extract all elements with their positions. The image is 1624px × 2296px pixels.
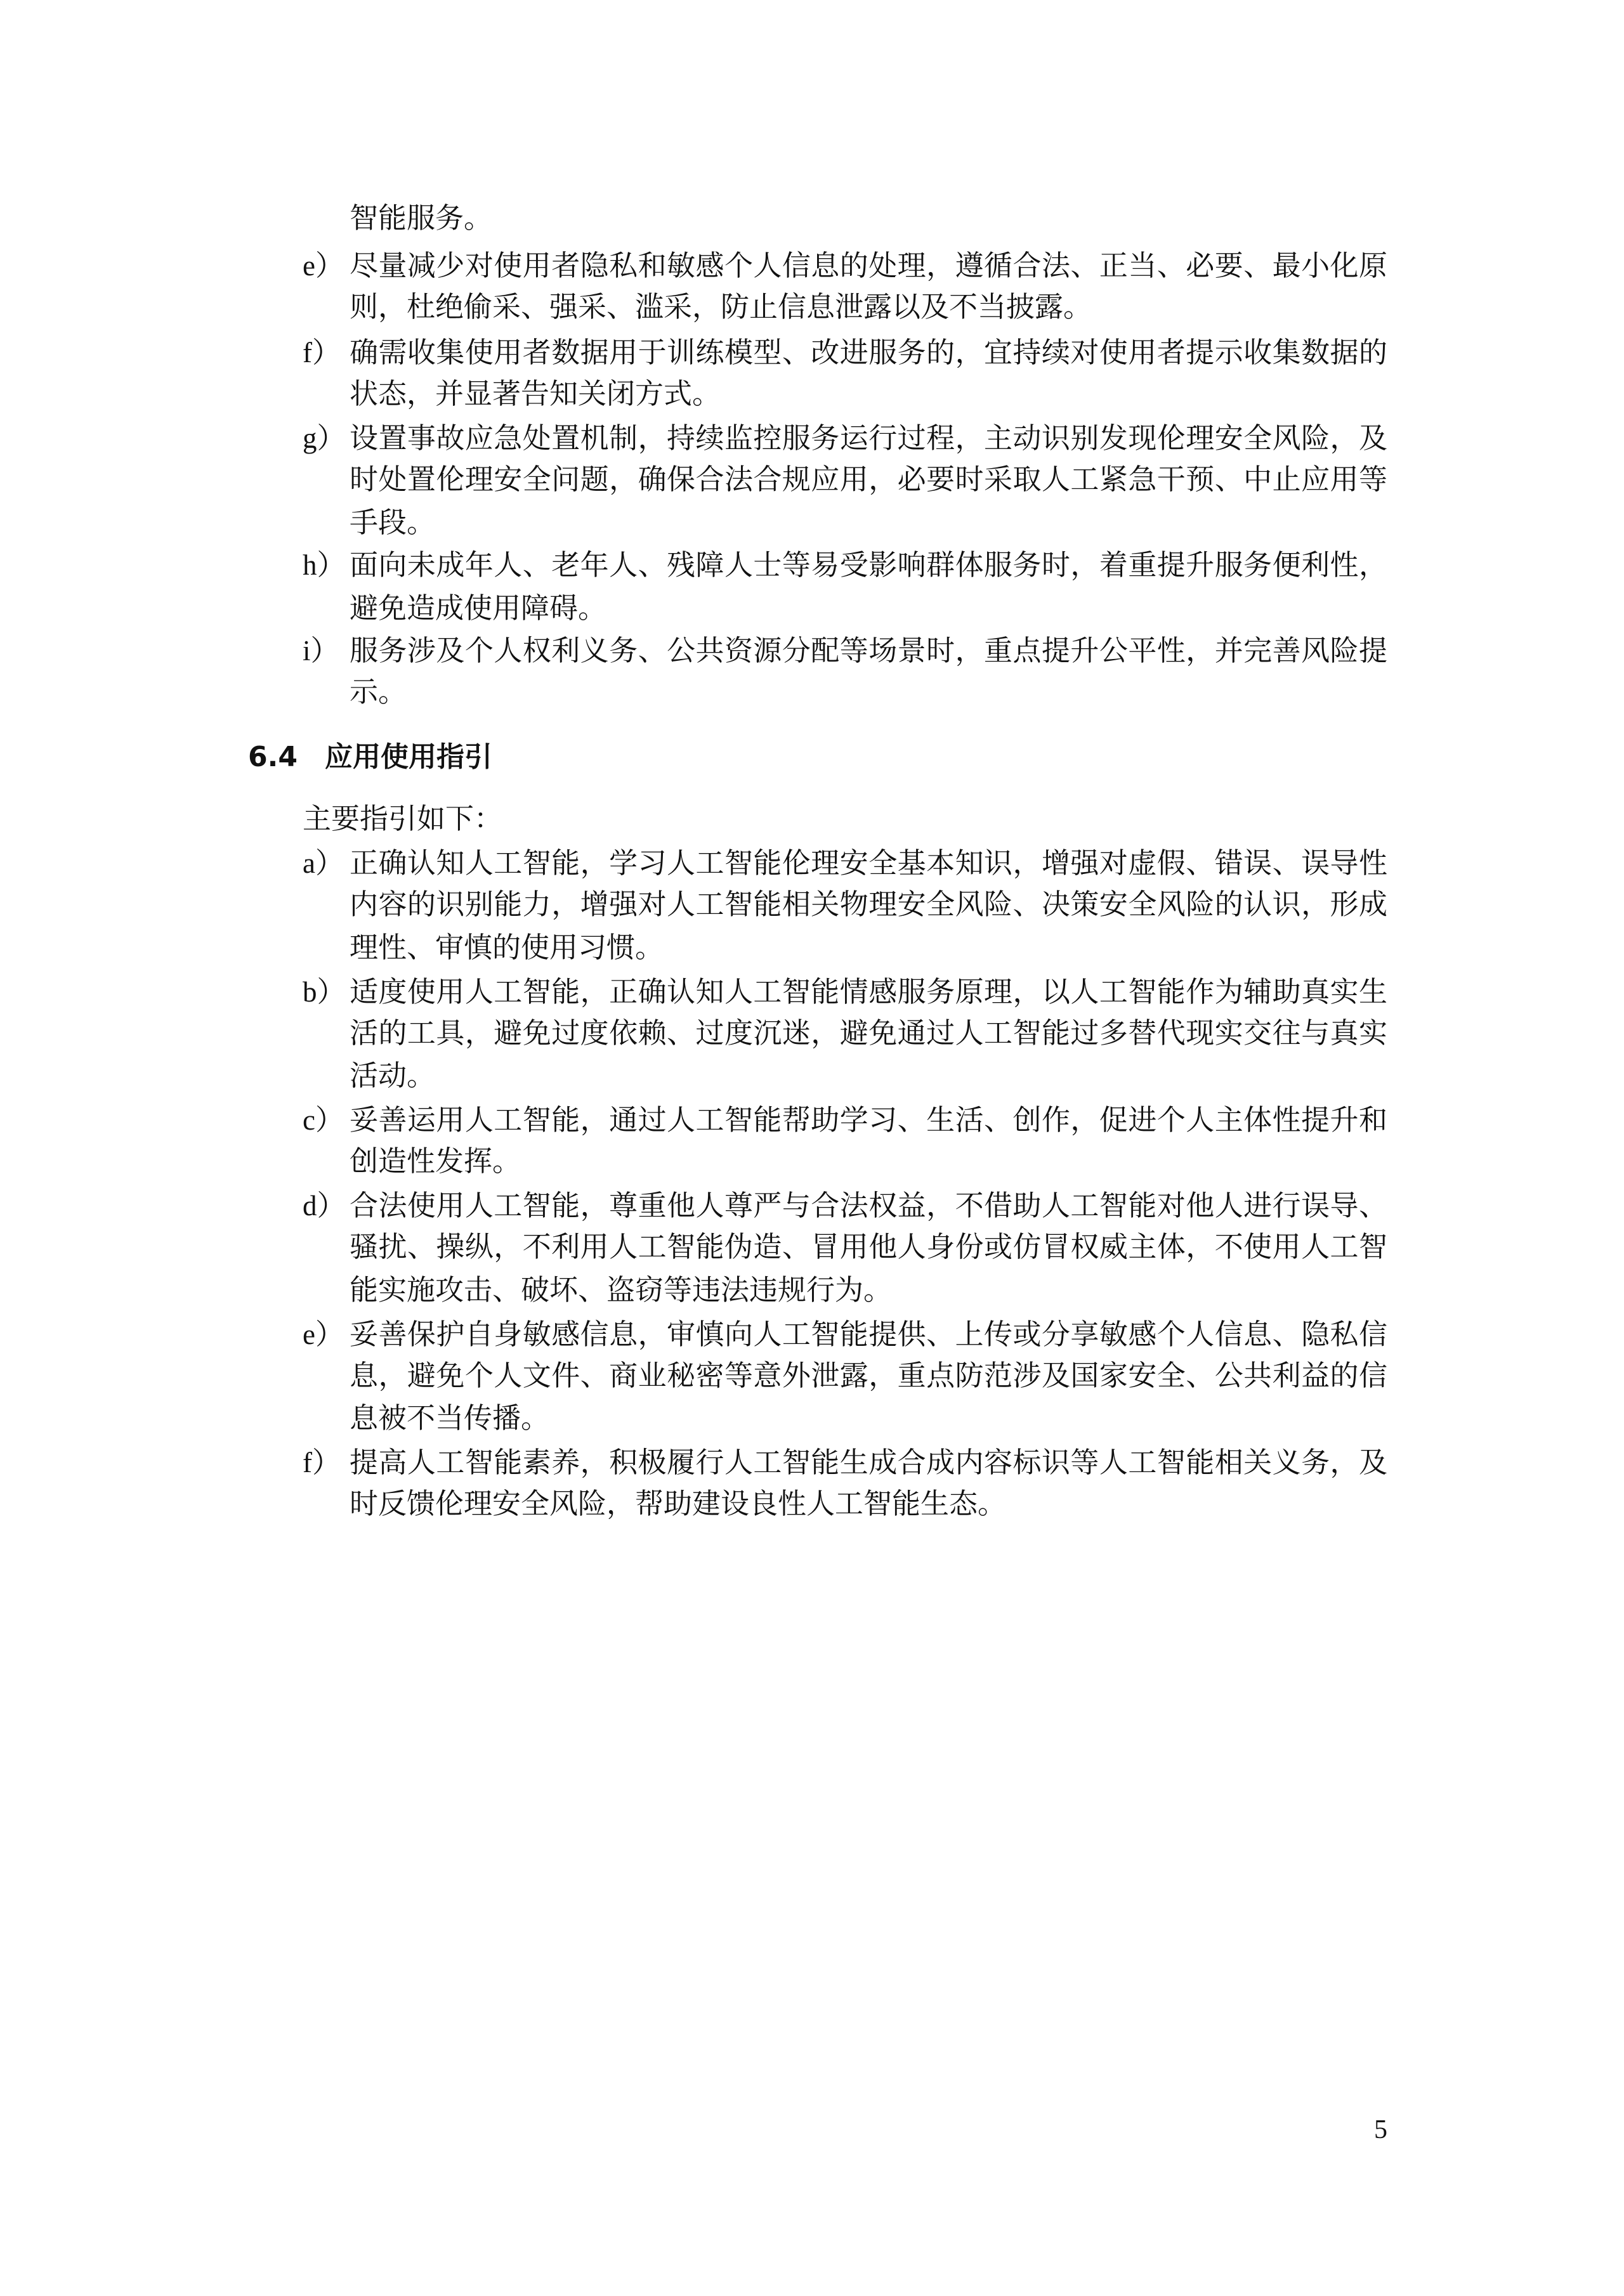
list-item-line: 内容的识别能力，增强对人工智能相关物理安全风险、决策安全风险的认识，形成 — [350, 889, 1387, 920]
list-item-line: 状态，并显著告知关闭方式。 — [350, 378, 721, 410]
continued-text-line: 智能服务。 — [350, 202, 493, 234]
list-item-marker: e） — [303, 250, 344, 282]
list-item-line: 提高人工智能素养，积极履行人工智能生成合成内容标识等人工智能相关义务，及 — [350, 1447, 1387, 1478]
list-item-line: 骚扰、操纵，不利用人工智能伪造、冒用他人身份或仿冒权威主体，不使用人工智 — [350, 1231, 1387, 1263]
section-number: 6.4 — [248, 741, 298, 773]
list-item-line: 则，杜绝偷采、强采、滥采，防止信息泄露以及不当披露。 — [350, 291, 1092, 323]
list-item-line: 息被不当传播。 — [350, 1402, 550, 1434]
list-item-line: 示。 — [350, 676, 407, 708]
list-item-line: 能实施攻击、破坏、盗窃等违法违规行为。 — [350, 1274, 893, 1306]
page-number: 5 — [1374, 2115, 1387, 2144]
list-item-line: 尽量减少对使用者隐私和敏感个人信息的处理，遵循合法、正当、必要、最小化原 — [350, 250, 1387, 282]
list-item-line: 设置事故应急处置机制，持续监控服务运行过程，主动识别发现伦理安全风险，及 — [350, 422, 1387, 454]
list-item-line: 避免造成使用障碍。 — [350, 592, 607, 624]
list-item-marker: a） — [303, 847, 344, 879]
list-item-line: 活动。 — [350, 1060, 436, 1092]
list-item-marker: b） — [303, 976, 346, 1008]
list-item-line: 手段。 — [350, 507, 436, 538]
list-item-line: 服务涉及个人权利义务、公共资源分配等场景时，重点提升公平性，并完善风险提 — [350, 635, 1387, 667]
list-item-marker: h） — [303, 549, 346, 581]
list-item-line: 妥善保护自身敏感信息，审慎向人工智能提供、上传或分享敏感个人信息、隐私信 — [350, 1319, 1387, 1350]
list-item-marker: f） — [303, 337, 341, 369]
list-item-line: 确需收集使用者数据用于训练模型、改进服务的，宜持续对使用者提示收集数据的 — [350, 337, 1387, 369]
list-item-line: 适度使用人工智能，正确认知人工智能情感服务原理，以人工智能作为辅助真实生 — [350, 976, 1387, 1008]
list-item-marker: c） — [303, 1104, 344, 1136]
list-item-line: 活的工具，避免过度依赖、过度沉迷，避免通过人工智能过多替代现实交往与真实 — [350, 1017, 1387, 1049]
list-item-line: 创造性发挥。 — [350, 1145, 521, 1177]
list-item-line: 时处置伦理安全问题，确保合法合规应用，必要时采取人工紧急干预、中止应用等 — [350, 464, 1387, 495]
intro-text: 主要指引如下： — [303, 803, 503, 835]
list-item-marker: f） — [303, 1447, 341, 1478]
list-item-line: 正确认知人工智能，学习人工智能伦理安全基本知识，增强对虚假、错误、误导性 — [350, 847, 1387, 879]
list-item-marker: g） — [303, 422, 346, 454]
list-item-line: 合法使用人工智能，尊重他人尊严与合法权益，不借助人工智能对他人进行误导、 — [350, 1190, 1387, 1222]
section-title: 应用使用指引 — [325, 741, 492, 773]
list-item-marker: e） — [303, 1319, 344, 1350]
list-item-marker: i） — [303, 635, 339, 667]
list-item-line: 理性、审慎的使用习惯。 — [350, 932, 664, 963]
list-item-line: 时反馈伦理安全风险，帮助建设良性人工智能生态。 — [350, 1488, 1007, 1520]
list-item-line: 妥善运用人工智能，通过人工智能帮助学习、生活、创作，促进个人主体性提升和 — [350, 1104, 1387, 1136]
list-item-marker: d） — [303, 1190, 346, 1222]
list-item-line: 面向未成年人、老年人、残障人士等易受影响群体服务时，着重提升服务便利性， — [350, 549, 1387, 581]
list-item-line: 息，避免个人文件、商业秘密等意外泄露，重点防范涉及国家安全、公共利益的信 — [350, 1360, 1387, 1392]
